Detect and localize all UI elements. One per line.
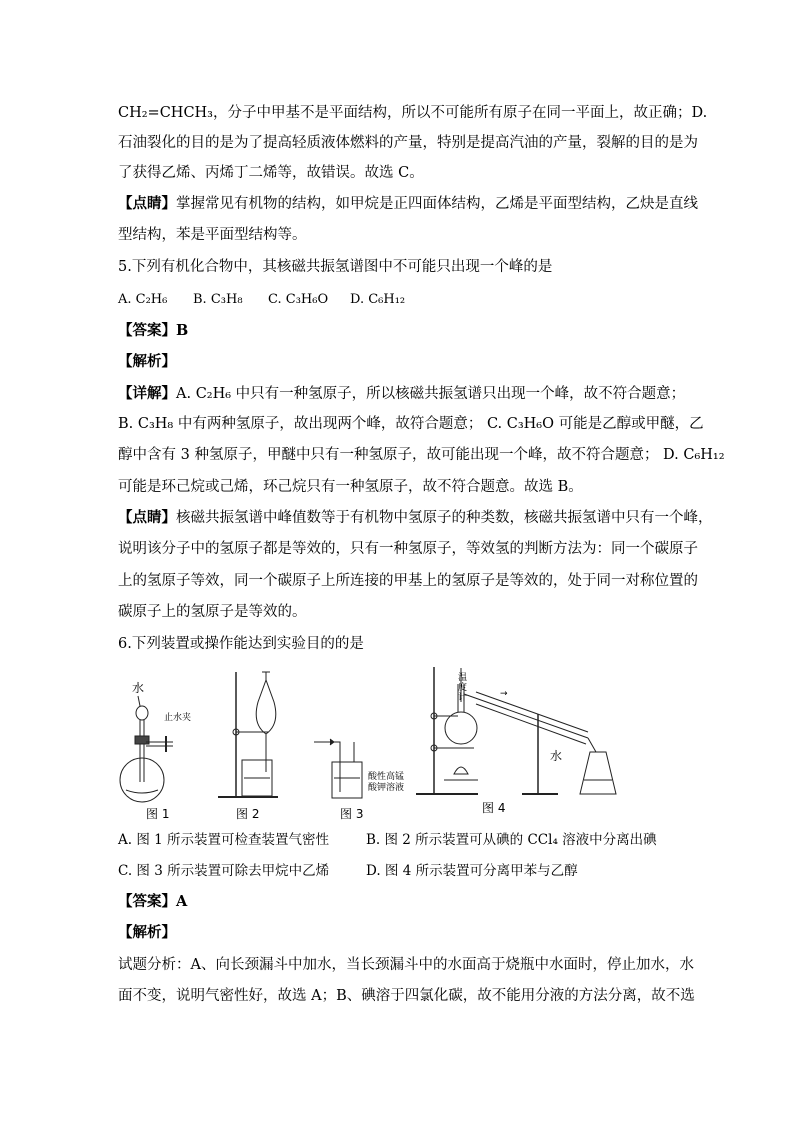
clamp-label: 止水夹 — [164, 713, 192, 723]
thermometer-label-3: 计 — [458, 693, 468, 703]
figure-1-label: 图 1 — [146, 807, 170, 821]
option-a: A. 图 1 所示装置可检查装置气密性 — [118, 832, 330, 848]
figure-1-flask — [120, 680, 191, 821]
option-c: C. C₃H₆O — [268, 292, 329, 307]
question-5-options — [118, 290, 678, 310]
question-5: 5.下列有机化合物中，其核磁共振氢谱图中不可能只出现一个峰的是 — [118, 259, 553, 275]
text-line: 了获得乙烯、丙烯丁二烯等，故错误。故选 C。 — [118, 165, 424, 181]
text-line: 石油裂化的目的是为了提高轻质液体燃料的产量，特别是提高汽油的产量，裂解的目的是为 — [118, 135, 698, 151]
water-label: 水 — [132, 681, 145, 695]
text-line: 型结构，苯是平面型结构等。 — [118, 227, 307, 243]
note-line — [118, 194, 698, 214]
figure-2-label: 图 2 — [236, 807, 260, 821]
detail-line: 醇中含有 3 种氢原子，甲醚中只有一种氢原子，故可能出现一个峰，故不符合题意； D. C₆H₁₂ — [118, 447, 725, 463]
kmno4-label-line1: 酸性高锰 — [368, 772, 405, 782]
kmno4-label-line2: 酸钾溶液 — [368, 783, 405, 793]
condenser-water-label: 水 — [550, 749, 563, 763]
detail-line: 可能是环己烷或己烯，环己烷只有一种氢原子，故不符合题意。故选 B。 — [118, 479, 583, 495]
option-a: A. C₂H₆ — [118, 292, 168, 307]
figure-4-distillation — [416, 667, 616, 815]
note-line: 上的氢原子等效，同一个碳原子上所连接的甲基上的氢原子是等效的，处于同一对称位置的 — [118, 573, 698, 589]
note-tag: 【点睛】 — [118, 509, 176, 526]
figure-3-wash-bottle — [314, 739, 404, 821]
note-tag: 【点睛】 — [118, 195, 176, 212]
question-6-options-row1 — [118, 830, 678, 850]
detail-text: A. C₂H₆ 中只有一种氢原子，所以核磁共振氢谱只出现一个峰，故不符合题意； — [176, 386, 686, 402]
option-b: B. C₃H₈ — [193, 292, 243, 307]
analysis-6-heading: 【解析】 — [118, 924, 176, 941]
text-line: CH₂=CHCH₃，分子中甲基不是平面结构，所以不可能所有原子在同一平面上，故正确；D. — [118, 105, 708, 121]
thermometer-label-1: 温 — [458, 673, 468, 683]
option-d: D. 图 4 所示装置可分离甲苯与乙醇 — [366, 863, 578, 879]
apparatus-figure — [118, 662, 678, 822]
option-d: D. C₆H₁₂ — [350, 292, 406, 307]
option-c: C. 图 3 所示装置可除去甲烷中乙烯 — [118, 863, 330, 879]
thermometer-label-2: 度 — [458, 683, 468, 693]
note-line — [118, 508, 713, 528]
note-text: 掌握常见有机物的结构，如甲烷是正四面体结构，乙烯是平面型结构，乙炔是直线 — [176, 196, 698, 212]
note-line: 说明该分子中的氢原子都是等效的，只有一种氢原子，等效氢的判断方法为：同一个碳原子 — [118, 541, 698, 557]
analysis-5-heading: 【解析】 — [118, 353, 176, 370]
detail-tag: 【详解】 — [118, 385, 176, 402]
figure-3-label: 图 3 — [340, 807, 364, 821]
text-line: 试题分析：A、向长颈漏斗中加水，当长颈漏斗中的水面高于烧瓶中水面时，停止加水，水 — [118, 957, 694, 973]
text-line: 面不变，说明气密性好，故选 A；B、碘溶于四氯化碳，故不能用分液的方法分离，故不选 — [118, 988, 695, 1004]
detail-line: B. C₃H₈ 中有两种氢原子，故出现两个峰，故符合题意； C. C₃H₆O 可能是乙醇或甲醚，乙 — [118, 416, 704, 432]
figure-2-separatory — [218, 672, 278, 821]
arrow-out: → — [500, 689, 508, 699]
note-line: 碳原子上的氢原子是等效的。 — [118, 604, 307, 620]
note-text: 核磁共振氢谱中峰值数等于有机物中氢原子的种类数，核磁共振氢谱中只有一个峰， — [176, 510, 713, 526]
answer-5: 【答案】B — [118, 322, 189, 339]
answer-6: 【答案】A — [118, 893, 188, 910]
detail-line — [118, 384, 686, 404]
question-6-options-row2 — [118, 861, 678, 881]
figure-4-label: 图 4 — [482, 801, 506, 815]
option-b: B. 图 2 所示装置可从碘的 CCl₄ 溶液中分离出碘 — [366, 832, 657, 848]
question-6: 6.下列装置或操作能达到实验目的的是 — [118, 636, 364, 652]
